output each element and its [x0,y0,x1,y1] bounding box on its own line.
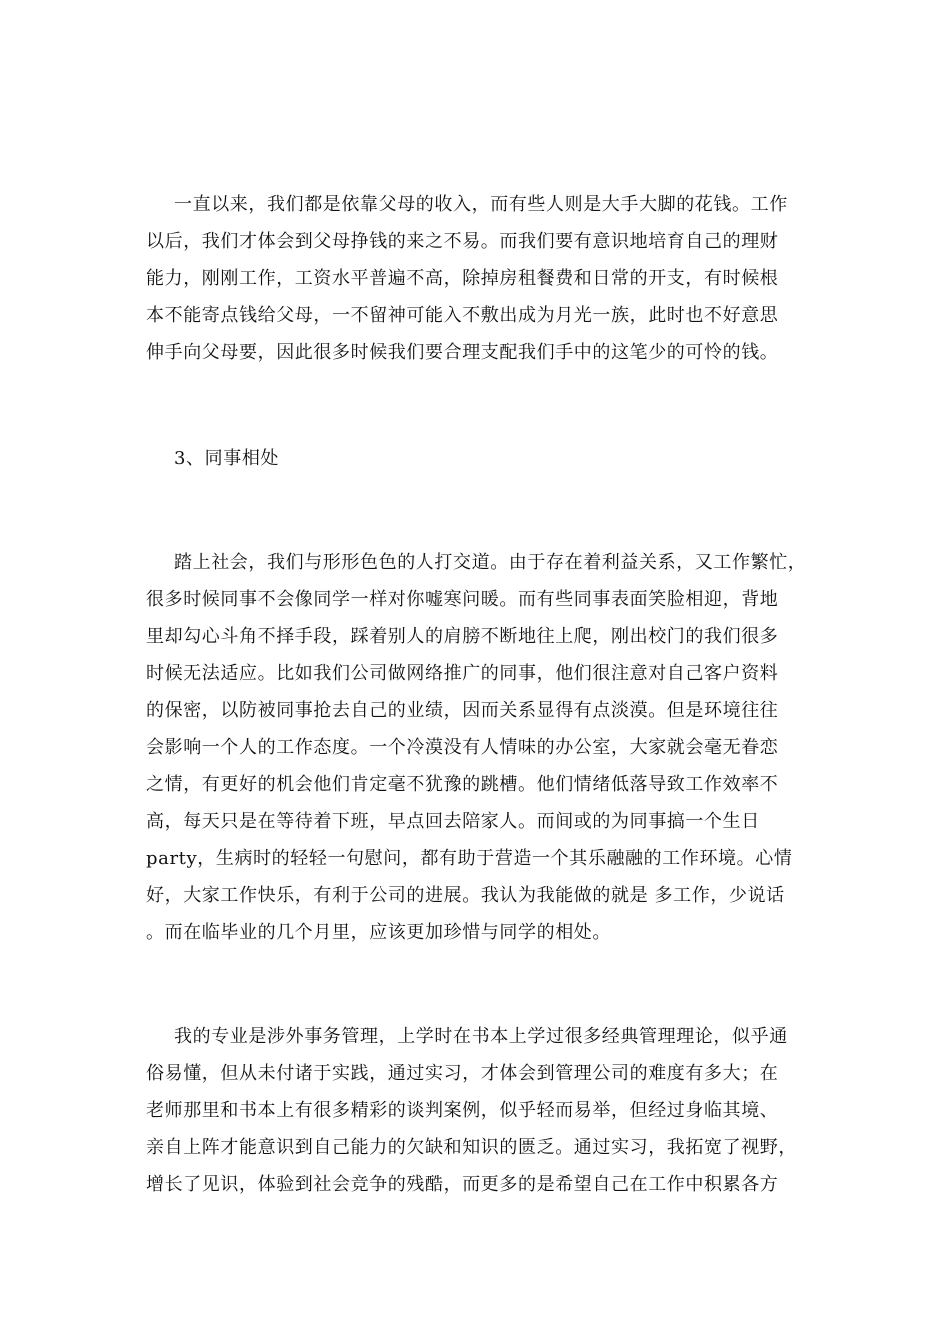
section-heading: 3、同事相处 [174,448,280,469]
paragraph-3-line-3: 老师那里和书本上有很多精彩的谈判案例，似乎轻而易举，但经过身临其境、 [146,1100,779,1121]
paragraph-3-line-1: 我的专业是涉外事务管理，上学时在书本上学过很多经典管理理论，似乎通 [174,1026,788,1047]
paragraph-1-line-5: 伸手向父母要，因此很多时候我们要合理支配我们手中的这笔少的可怜的钱。 [146,342,779,363]
paragraph-3-line-2: 俗易懂，但从未付诸于实践，通过实习，才体会到管理公司的难度有多大；在 [146,1063,779,1084]
paragraph-2-line-11: 。而在临毕业的几个月里，应该更加珍惜与同学的相处。 [146,922,611,943]
paragraph-3-line-4: 亲自上阵才能意识到自己能力的欠缺和知识的匮乏。通过实习，我拓宽了视野， [146,1137,797,1158]
paragraph-2-line-2: 很多时候同事不会像同学一样对你嘘寒问暖。而有些同事表面笑脸相迎，背地 [146,589,779,610]
paragraph-1-line-3: 能力，刚刚工作，工资水平普遍不高，除掉房租餐费和日常的开支，有时候根 [146,268,779,289]
paragraph-2-line-3: 里却勾心斗角不择手段，踩着别人的肩膀不断地往上爬，刚出校门的我们很多 [146,626,779,647]
paragraph-2-line-8: 高，每天只是在等待着下班，早点回去陪家人。而间或的为同事搞一个生日 [146,811,760,832]
paragraph-2-line-5: 的保密，以防被同事抢去自己的业绩，因而关系显得有点淡漠。但是环境往往 [146,700,779,721]
paragraph-1-line-2: 以后，我们才体会到父母挣钱的来之不易。而我们要有意识地培育自己的理财 [146,231,779,252]
paragraph-2-line-6: 会影响一个人的工作态度。一个冷漠没有人情味的办公室，大家就会毫无眷恋 [146,737,779,758]
paragraph-2-line-9: party，生病时的轻轻一句慰问，都有助于营造一个其乐融融的工作环境。心情 [146,848,793,869]
paragraph-2-line-1: 踏上社会，我们与形形色色的人打交道。由于存在着利益关系，又工作繁忙， [174,552,807,573]
paragraph-2-line-4: 时候无法适应。比如我们公司做网络推广的同事，他们很注意对自己客户资料 [146,663,779,684]
paragraph-3-line-5: 增长了见识，体验到社会竞争的残酷，而更多的是希望自己在工作中积累各方 [146,1174,779,1195]
paragraph-1-line-1: 一直以来，我们都是依靠父母的收入，而有些人则是大手大脚的花钱。工作 [174,194,788,215]
paragraph-1-line-4: 本不能寄点钱给父母，一不留神可能入不敷出成为月光一族，此时也不好意思 [146,305,779,326]
paragraph-2-line-10: 好，大家工作快乐，有利于公司的进展。我认为我能做的就是 多工作，少说话 [146,885,785,906]
paragraph-2-line-7: 之情，有更好的机会他们肯定毫不犹豫的跳槽。他们情绪低落导致工作效率不 [146,774,779,795]
